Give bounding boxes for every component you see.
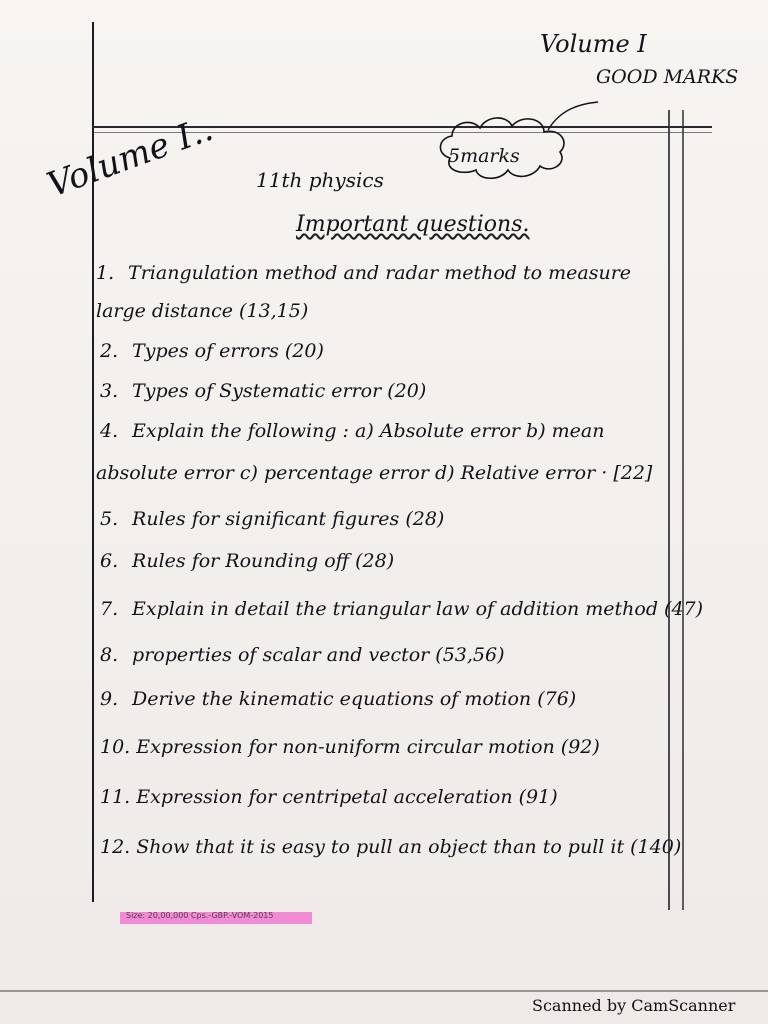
question-number: 5. bbox=[100, 508, 119, 530]
stamp-text: Size: 20,00,000 Cps.-GBP.-VOM-2015 bbox=[126, 911, 274, 920]
marks-note: 5marks bbox=[448, 145, 520, 167]
question-2 bbox=[100, 340, 324, 362]
question-5 bbox=[100, 508, 444, 530]
question-4-continued: absolute error c) percentage error d) Relative error · [22] bbox=[96, 462, 653, 484]
question-number: 7. bbox=[100, 598, 119, 620]
question-number: 4. bbox=[100, 420, 119, 442]
question-8 bbox=[100, 644, 505, 666]
question-text: Explain the following : a) Absolute error b) mean bbox=[132, 420, 605, 442]
question-11 bbox=[100, 786, 558, 808]
question-number: 9. bbox=[100, 688, 119, 710]
right-margin-line-inner bbox=[682, 110, 684, 910]
question-6 bbox=[100, 550, 394, 572]
question-number: 12. bbox=[100, 836, 131, 858]
question-text: Rules for Rounding off (28) bbox=[132, 550, 395, 572]
question-text: Expression for non-uniform circular motion (92) bbox=[136, 736, 600, 758]
side-volume-note: Volume I.. bbox=[42, 108, 219, 206]
question-text: Derive the kinematic equations of motion (76) bbox=[132, 688, 577, 710]
header-volume: Volume I bbox=[540, 30, 647, 58]
page-title: 11th physics bbox=[256, 168, 384, 192]
question-text: Types of Systematic error (20) bbox=[132, 380, 427, 402]
question-number: 6. bbox=[100, 550, 119, 572]
question-7 bbox=[100, 598, 703, 620]
question-text: Rules for significant figures (28) bbox=[132, 508, 445, 530]
header-good-marks: GOOD MARKS bbox=[596, 66, 739, 88]
question-text: Types of errors (20) bbox=[132, 340, 324, 362]
question-number: 8. bbox=[100, 644, 119, 666]
question-4 bbox=[100, 420, 605, 442]
question-number: 10. bbox=[100, 736, 131, 758]
page-subtitle: Important questions. bbox=[296, 212, 530, 237]
question-3 bbox=[100, 380, 426, 402]
question-number: 2. bbox=[100, 340, 119, 362]
question-number: 11. bbox=[100, 786, 131, 808]
question-12 bbox=[100, 836, 681, 858]
scanner-watermark: Scanned by CamScanner bbox=[532, 996, 736, 1015]
right-margin-line bbox=[668, 110, 670, 910]
question-text: Triangulation method and radar method to measure bbox=[128, 262, 632, 284]
question-10 bbox=[100, 736, 600, 758]
question-1-continued: large distance (13,15) bbox=[96, 300, 309, 322]
question-text: Explain in detail the triangular law of addition method (47) bbox=[132, 598, 704, 620]
question-9 bbox=[100, 688, 576, 710]
question-1 bbox=[96, 262, 631, 284]
question-text: Show that it is easy to pull an object than to pull it (140) bbox=[136, 836, 682, 858]
question-text: Expression for centripetal acceleration (91) bbox=[136, 786, 558, 808]
question-number: 1. bbox=[96, 262, 115, 284]
footer-divider bbox=[0, 990, 768, 992]
question-text: properties of scalar and vector (53,56) bbox=[132, 644, 505, 666]
question-number: 3. bbox=[100, 380, 119, 402]
